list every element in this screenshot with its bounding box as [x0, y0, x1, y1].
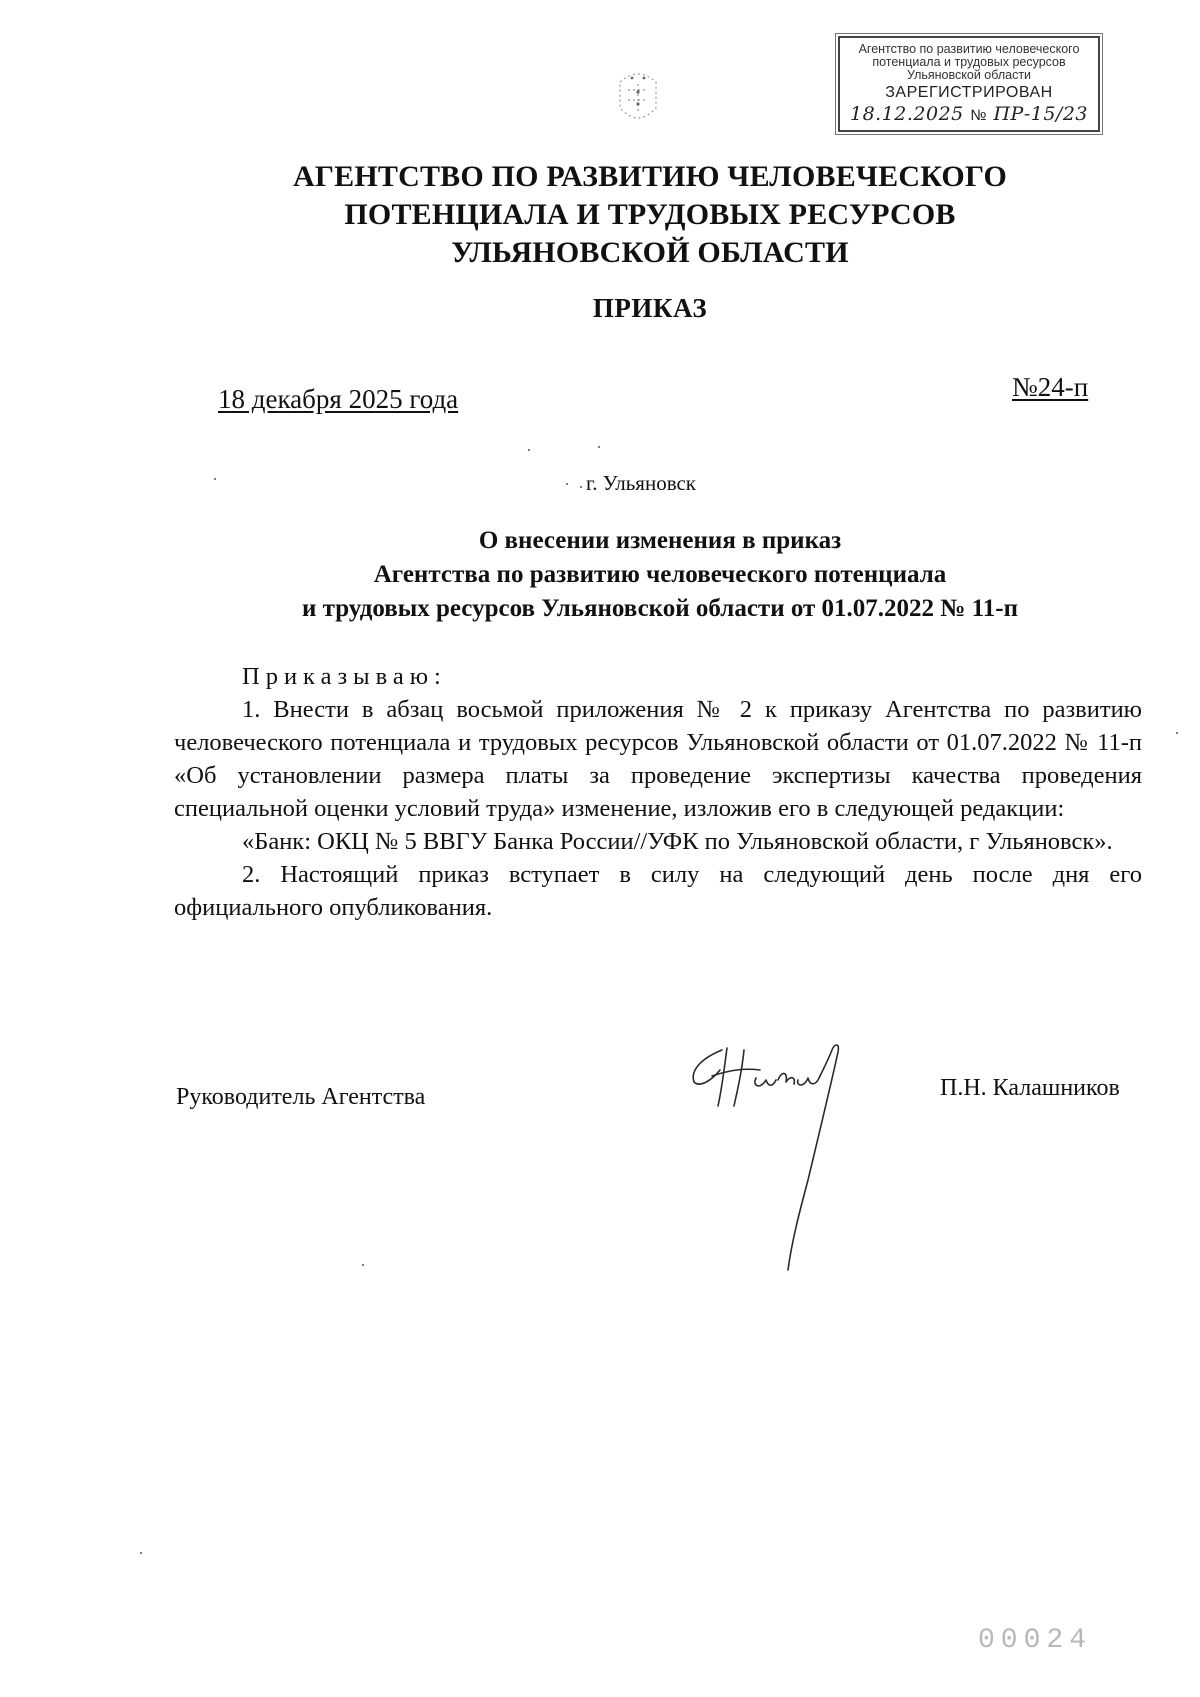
order-title-line-2: Агентства по развитию человеческого потенциала	[373, 561, 947, 588]
scan-speck	[140, 1552, 142, 1554]
order-number: №24-п	[1012, 372, 1089, 402]
agency-header-line-3: УЛЬЯНОВСКОЙ ОБЛАСТИ	[451, 236, 849, 269]
handwritten-signature	[682, 1040, 912, 1290]
signatory-name: П.Н. Калашников	[940, 1075, 1120, 1101]
page-counter: 00024	[978, 1625, 1093, 1656]
paragraph-2: «Банк: ОКЦ № 5 ВВГУ Банка России//УФК по Ульяновской области, г Ульяновск».	[242, 828, 1113, 855]
agency-header-line-2: ПОТЕНЦИАЛА И ТРУДОВЫХ РЕСУРСОВ	[344, 198, 956, 231]
order-title	[200, 524, 1120, 626]
order-word: Приказываю:	[242, 663, 447, 690]
stamp-reg-number: ПР-15/23	[993, 103, 1088, 125]
stamp-registration-line	[840, 103, 1098, 125]
city: г. Ульяновск	[586, 471, 697, 495]
signatory-position: Руководитель Агентства	[176, 1084, 426, 1110]
scan-speck	[528, 449, 530, 451]
scan-speck	[1176, 732, 1178, 734]
scan-speck	[214, 478, 216, 480]
scan-speck	[580, 486, 582, 488]
stamp-line-1: Агентство по развитию человеческого	[858, 42, 1080, 56]
stamp-line-3: Ульяновской области	[906, 68, 1032, 82]
stamp-no-label: №	[970, 107, 987, 124]
agency-header	[180, 158, 1120, 272]
stamp-reg-date: 18.12.2025	[849, 103, 964, 125]
order-date: 18 декабря 2025 года	[218, 384, 459, 414]
scan-speck	[362, 1264, 364, 1266]
scan-speck	[598, 446, 600, 448]
order-title-line-1: О внесении изменения в приказ	[478, 527, 842, 554]
document-type: ПРИКАЗ	[592, 293, 708, 323]
stamp-line-2: потенциала и трудовых ресурсов	[872, 55, 1066, 69]
agency-header-line-1: АГЕНТСТВО ПО РАЗВИТИЮ ЧЕЛОВЕЧЕСКОГО	[292, 160, 1008, 193]
paragraph-3: 2. Настоящий приказ вступает в силу на следующий день после дня его официального опубликования.	[174, 861, 1142, 921]
stamp-status: ЗАРЕГИСТРИРОВАН	[885, 84, 1053, 101]
order-body	[174, 660, 1142, 924]
order-title-line-3: и трудовых ресурсов Ульяновской области от 01.07.2022 № 11-п	[301, 595, 1019, 622]
emblem-icon	[610, 62, 666, 134]
registration-stamp	[838, 36, 1100, 132]
scan-speck	[566, 483, 568, 485]
paragraph-1: 1. Внести в абзац восьмой приложения № 2 к приказу Агентства по развитию человеческого потенциала и трудовых ресурсов Ульяновской области от 01.07.2022 № 11-п «Об установлении размера платы за проведение экспертизы качества проведения специальной оценки условий труда» изменение, изложив его в следующей редакции:	[174, 696, 1142, 822]
